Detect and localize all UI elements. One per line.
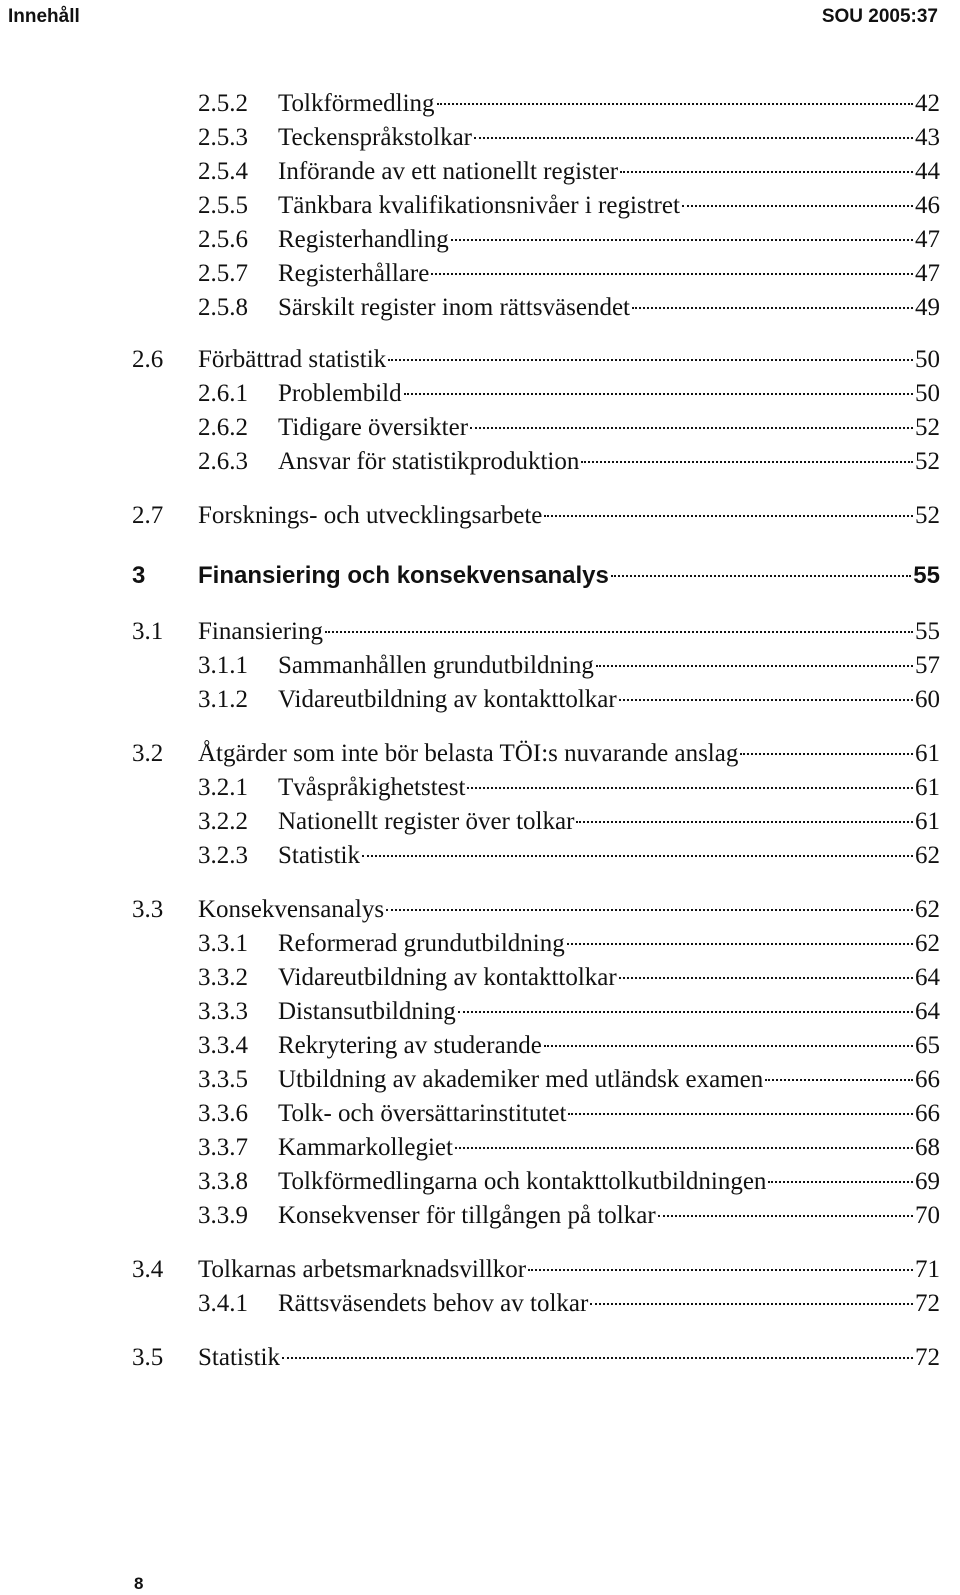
entry-number: 2.6 (132, 346, 164, 373)
entry-number: 2.5.4 (198, 158, 248, 185)
entry-page: 49 (915, 294, 940, 321)
toc-section[interactable] (132, 346, 940, 378)
entry-page: 50 (915, 380, 940, 407)
toc-chapter[interactable] (132, 562, 940, 594)
entry-page: 43 (915, 124, 940, 151)
entry-title: Konsekvenser för tillgången på tolkar (278, 1202, 656, 1229)
dot-leader (611, 573, 911, 577)
entry-page: 60 (915, 686, 940, 713)
dot-leader (581, 459, 913, 463)
toc-entry[interactable] (198, 260, 940, 292)
dot-leader (458, 1009, 913, 1013)
entry-page: 65 (915, 1032, 940, 1059)
toc-entry[interactable] (198, 842, 940, 874)
toc-entry[interactable] (198, 964, 940, 996)
entry-page: 72 (915, 1290, 940, 1317)
entry-title: Statistik (278, 842, 360, 869)
entry-number: 3.3.6 (198, 1100, 248, 1127)
entry-page: 47 (915, 260, 940, 287)
dot-leader (658, 1213, 913, 1217)
toc-entry[interactable] (198, 774, 940, 806)
entry-number: 3.3.3 (198, 998, 248, 1025)
entry-title: Tolkförmedling (278, 90, 435, 117)
dot-leader (740, 751, 913, 755)
toc-section[interactable] (132, 1256, 940, 1288)
toc-entry[interactable] (198, 192, 940, 224)
entry-number: 3.3 (132, 896, 164, 923)
entry-number: 2.6.1 (198, 380, 248, 407)
entry-number: 3.3.1 (198, 930, 248, 957)
entry-number: 3.2 (132, 740, 164, 767)
entry-title: Forsknings- och utvecklingsarbete (198, 502, 543, 529)
dot-leader (768, 1179, 913, 1183)
dot-leader (455, 1145, 913, 1149)
entry-number: 3.3.9 (198, 1202, 248, 1229)
entry-number: 3.1.2 (198, 686, 248, 713)
entry-page: 61 (915, 740, 940, 767)
entry-title: Införande av ett nationellt register (278, 158, 619, 185)
entry-number: 2.5.3 (198, 124, 248, 151)
entry-page: 66 (915, 1066, 940, 1093)
entry-page: 64 (915, 964, 940, 991)
entry-page: 61 (915, 808, 940, 835)
entry-title: Vidareutbildning av kontakttolkar (278, 686, 617, 713)
entry-number: 2.7 (132, 502, 164, 529)
dot-leader (388, 357, 913, 361)
toc-entry[interactable] (198, 294, 940, 326)
toc-entry[interactable] (198, 1290, 940, 1322)
dot-leader (568, 1111, 913, 1115)
entry-page: 52 (915, 414, 940, 441)
dot-leader (474, 135, 913, 139)
entry-page: 64 (915, 998, 940, 1025)
entry-title: Registerhandling (278, 226, 449, 253)
entry-title: Finansiering (198, 618, 323, 645)
entry-number: 3.3.5 (198, 1066, 248, 1093)
entry-page: 66 (915, 1100, 940, 1127)
entry-title: Distansutbildning (278, 998, 456, 1025)
section-label: Innehåll (8, 6, 80, 27)
entry-page: 62 (915, 896, 940, 923)
entry-page: 61 (915, 774, 940, 801)
toc-section[interactable] (132, 502, 940, 534)
dot-leader (386, 907, 913, 911)
dot-leader (325, 629, 913, 633)
dot-leader (431, 271, 913, 275)
dot-leader (619, 697, 913, 701)
entry-page: 55 (913, 562, 940, 589)
page-number: 8 (134, 1574, 144, 1593)
entry-title: Vidareutbildning av kontakttolkar (278, 964, 617, 991)
dot-leader (544, 1043, 913, 1047)
entry-page: 47 (915, 226, 940, 253)
dot-leader (451, 237, 913, 241)
entry-number: 3.3.7 (198, 1134, 248, 1161)
dot-leader (590, 1301, 913, 1305)
entry-number: 3.3.2 (198, 964, 248, 991)
toc-entry[interactable] (198, 1202, 940, 1234)
entry-title: Tidigare översikter (278, 414, 469, 441)
entry-title: Finansiering och konsekvensanalys (198, 562, 609, 589)
entry-page: 42 (915, 90, 940, 117)
dot-leader (470, 425, 913, 429)
entry-number: 3.4 (132, 1256, 164, 1283)
entry-number: 3.5 (132, 1344, 164, 1371)
entry-title: Tänkbara kvalifikationsnivåer i registret (278, 192, 680, 219)
toc-section[interactable] (132, 1344, 940, 1376)
entry-number: 3.4.1 (198, 1290, 248, 1317)
entry-page: 68 (915, 1134, 940, 1161)
entry-title: Registerhållare (278, 260, 430, 287)
entry-number: 2.5.6 (198, 226, 248, 253)
entry-number: 3.1 (132, 618, 164, 645)
toc-section[interactable] (132, 740, 940, 772)
entry-number: 3.2.1 (198, 774, 248, 801)
entry-title: Kammarkollegiet (278, 1134, 453, 1161)
entry-title: Teckenspråkstolkar (278, 124, 473, 151)
entry-number: 2.6.3 (198, 448, 248, 475)
entry-title: Rekrytering av studerande (278, 1032, 542, 1059)
dot-leader (567, 941, 913, 945)
entry-page: 62 (915, 842, 940, 869)
toc-entry[interactable] (198, 808, 940, 840)
entry-page: 62 (915, 930, 940, 957)
report-id: SOU 2005:37 (821, 6, 938, 27)
dot-leader (619, 975, 913, 979)
toc-entry[interactable] (198, 226, 940, 258)
dot-leader (437, 101, 913, 105)
entry-title: Rättsväsendets behov av tolkar (278, 1290, 589, 1317)
entry-page: 69 (915, 1168, 940, 1195)
entry-number: 2.5.2 (198, 90, 248, 117)
toc-entry[interactable] (198, 1134, 940, 1166)
toc-entry[interactable] (198, 414, 940, 446)
dot-leader (362, 853, 913, 857)
dot-leader (632, 305, 913, 309)
toc-entry[interactable] (198, 1066, 940, 1098)
dot-leader (620, 169, 913, 173)
entry-title: Sammanhållen grundutbildning (278, 652, 594, 679)
toc-entry[interactable] (198, 1032, 940, 1064)
entry-title: Konsekvensanalys (198, 896, 385, 923)
entry-number: 3.3.8 (198, 1168, 248, 1195)
entry-page: 52 (915, 448, 940, 475)
entry-page: 72 (915, 1344, 940, 1371)
entry-title: Tolkförmedlingarna och kontakttolkutbildningen (278, 1168, 767, 1195)
entry-title: Nationellt register över tolkar (278, 808, 575, 835)
dot-leader (528, 1267, 913, 1271)
toc-entry[interactable] (198, 158, 940, 190)
running-header (0, 0, 960, 44)
entry-number: 3.2.2 (198, 808, 248, 835)
entry-page: 44 (915, 158, 940, 185)
entry-title: Tvåspråkighetstest (278, 774, 466, 801)
dot-leader (544, 513, 913, 517)
entry-page: 70 (915, 1202, 940, 1229)
toc-entry[interactable] (198, 930, 940, 962)
dot-leader (282, 1355, 913, 1359)
toc-entry[interactable] (198, 380, 940, 412)
entry-page: 71 (915, 1256, 940, 1283)
dot-leader (596, 663, 913, 667)
entry-number: 2.5.8 (198, 294, 248, 321)
toc-entry[interactable] (198, 652, 940, 684)
dot-leader (682, 203, 913, 207)
toc-entry[interactable] (198, 124, 940, 156)
entry-page: 50 (915, 346, 940, 373)
toc-entry[interactable] (198, 1100, 940, 1132)
entry-title: Tolk- och översättarinstitutet (278, 1100, 567, 1127)
entry-title: Reformerad grundutbildning (278, 930, 565, 957)
toc-section[interactable] (132, 618, 940, 650)
entry-number: 2.5.5 (198, 192, 248, 219)
dot-leader (404, 391, 913, 395)
dot-leader (467, 785, 913, 789)
toc-entry[interactable] (198, 998, 940, 1030)
toc-entry[interactable] (198, 448, 940, 480)
entry-number: 3 (132, 562, 146, 589)
entry-number: 3.3.4 (198, 1032, 248, 1059)
entry-title: Tolkarnas arbetsmarknadsvillkor (198, 1256, 527, 1283)
entry-title: Statistik (198, 1344, 280, 1371)
toc-entry[interactable] (198, 686, 940, 718)
entry-title: Utbildning av akademiker med utländsk examen (278, 1066, 764, 1093)
entry-page: 46 (915, 192, 940, 219)
entry-page: 52 (915, 502, 940, 529)
dot-leader (576, 819, 913, 823)
entry-title: Ansvar för statistikproduktion (278, 448, 580, 475)
toc-section[interactable] (132, 896, 940, 928)
toc-entry[interactable] (198, 1168, 940, 1200)
toc-entry[interactable] (198, 90, 940, 122)
entry-page: 57 (915, 652, 940, 679)
entry-number: 2.5.7 (198, 260, 248, 287)
entry-title: Åtgärder som inte bör belasta TÖI:s nuvarande anslag (198, 740, 739, 767)
entry-page: 55 (915, 618, 940, 645)
entry-title: Problembild (278, 380, 402, 407)
entry-number: 3.2.3 (198, 842, 248, 869)
entry-number: 3.1.1 (198, 652, 248, 679)
entry-title: Förbättrad statistik (198, 346, 387, 373)
entry-title: Särskilt register inom rättsväsendet (278, 294, 631, 321)
dot-leader (765, 1077, 913, 1081)
entry-number: 2.6.2 (198, 414, 248, 441)
